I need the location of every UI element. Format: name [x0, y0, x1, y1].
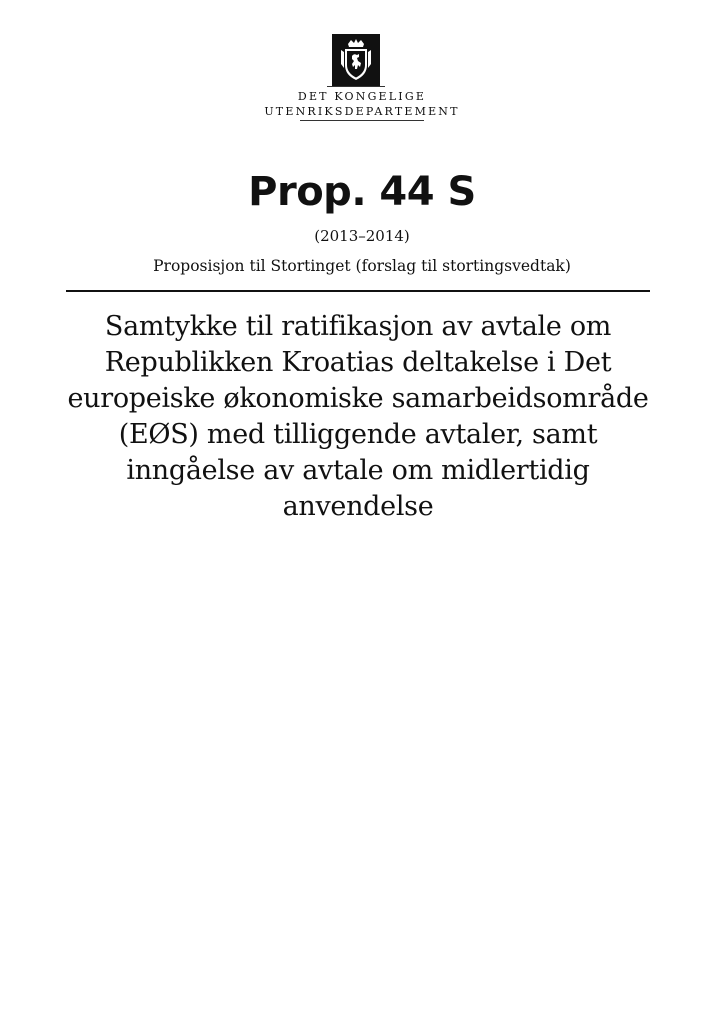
- session-years: (2013–2014): [314, 227, 410, 245]
- department-name-line1: DET KONGELIGE: [297, 90, 427, 103]
- department-name-line2: UTENRIKSDEPARTEMENT: [264, 105, 460, 118]
- proposition-heading: Samtykke til ratifikasjon av avtale om Republikken Kroatias deltakelse i Det europeiske økonomiske samarbeidsområde (EØS) med tilliggende avtaler, samt inngåelse av avtale om midlertidig anvendelse: [67, 311, 649, 522]
- header-rule-bottom: [300, 120, 424, 121]
- title-divider: [66, 290, 650, 292]
- header-rule-top: [327, 86, 385, 87]
- norwegian-coat-of-arms-icon: [332, 34, 380, 86]
- proposition-number: Prop. 44 S: [248, 169, 476, 215]
- proposition-subtitle: Proposisjon til Stortinget (forslag til stortingsvedtak): [153, 257, 571, 275]
